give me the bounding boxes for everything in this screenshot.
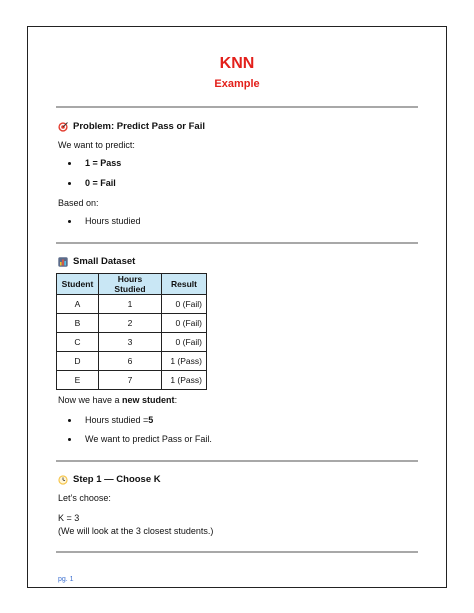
clock-icon [58,475,68,485]
bar-chart-icon [58,257,68,267]
cell-result: 0 (Fail) [162,295,207,314]
table-row [57,352,207,371]
bullet-dot [68,438,71,441]
bullet-dot [68,220,71,223]
list-item [58,158,121,168]
based-on-label: Based on: [58,198,99,208]
list-item [58,178,116,188]
cell-hours: 6 [99,352,162,371]
step1-heading [58,474,161,485]
target-icon [58,122,68,132]
new-student-prefix: Now we have a [58,395,123,405]
table-row [57,314,207,333]
cell-result: 0 (Fail) [162,333,207,352]
table-row [57,295,207,314]
list-item [58,434,212,444]
step1-heading-text: Step 1 — Choose K [73,474,161,485]
column-header-result: Result [162,274,207,295]
cell-student: D [57,352,99,371]
k-note: (We will look at the 3 closest students.) [58,526,214,536]
bullet-dot [68,419,71,422]
dataset-heading [58,256,135,267]
problem-heading [58,121,205,132]
divider [56,551,418,553]
list-item-value: 5 [148,415,154,425]
cell-hours: 2 [99,314,162,333]
cell-student: A [57,295,99,314]
new-student-line [58,395,177,405]
k-value: K = 3 [58,513,80,523]
table-row [57,371,207,390]
cell-hours: 7 [99,371,162,390]
list-item [58,216,141,226]
bullet-dot [68,182,71,185]
list-item-text: 1 = Pass [85,158,122,168]
problem-heading-text: Problem: Predict Pass or Fail [73,121,205,132]
page-number: pg. 1 [58,576,74,583]
dataset-heading-text: Small Dataset [73,256,136,267]
cell-hours: 3 [99,333,162,352]
cell-result: 0 (Fail) [162,314,207,333]
list-item-text: 0 = Fail [85,178,116,188]
cell-student: B [57,314,99,333]
new-student-suffix: : [174,395,178,405]
divider [56,242,418,244]
list-item [58,415,153,425]
cell-student: E [57,371,99,390]
column-header-hours: Hours Studied [99,274,162,295]
page-subtitle: Example [214,78,260,90]
cell-hours: 1 [99,295,162,314]
new-student-bold: new student [122,395,175,405]
table-header-row [57,274,207,295]
list-item-text: Hours studied = [85,415,149,425]
divider [56,460,418,462]
cell-result: 1 (Pass) [162,371,207,390]
cell-result: 1 (Pass) [162,352,207,371]
step1-intro: Let’s choose: [58,493,111,503]
bullet-dot [68,162,71,165]
list-item-text: We want to predict Pass or Fail. [85,434,212,444]
problem-intro: We want to predict: [58,140,135,150]
page-title: KNN [219,55,255,72]
divider [56,106,418,108]
table-row [57,333,207,352]
dataset-table [56,273,207,390]
cell-student: C [57,333,99,352]
column-header-student: Student [57,274,99,295]
list-item-text: Hours studied [85,216,141,226]
